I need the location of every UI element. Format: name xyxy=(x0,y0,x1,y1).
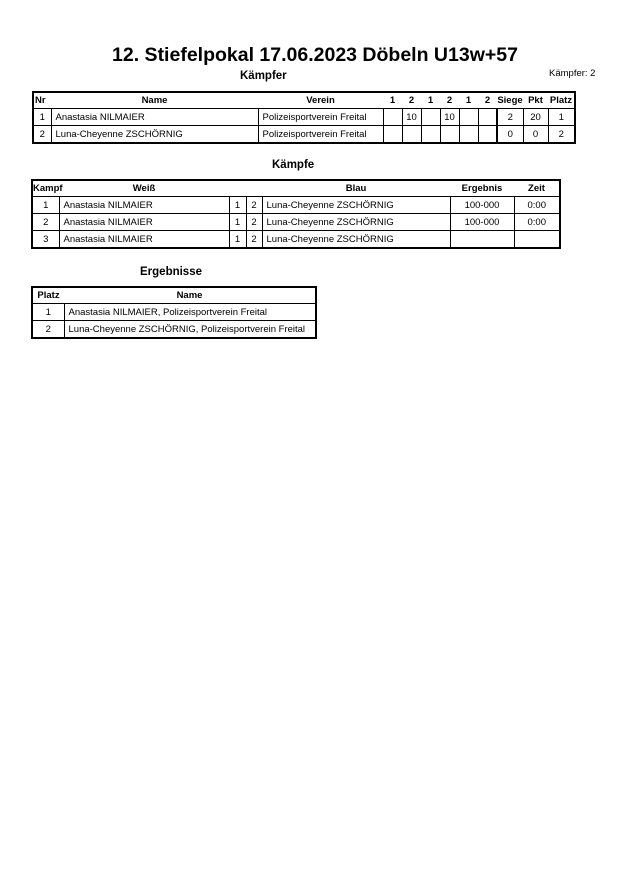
header-platz: Platz xyxy=(548,92,575,109)
score-cell xyxy=(440,126,459,144)
header-zeit: Zeit xyxy=(514,180,560,197)
fighter-nr: 2 xyxy=(33,126,51,144)
header-round-3: 1 xyxy=(421,92,440,109)
fight-time: 0:00 xyxy=(514,214,560,231)
score-cell xyxy=(383,126,402,144)
fighters-table xyxy=(32,91,576,144)
result-name: Luna-Cheyenne ZSCHÖRNIG, Polizeisportverein Freital xyxy=(64,321,316,339)
fighter-verein: Polizeisportverein Freital xyxy=(258,126,383,144)
header-pkt: Pkt xyxy=(523,92,548,109)
fight-white-nr: 1 xyxy=(229,214,246,231)
score-cell xyxy=(478,109,497,126)
header-blau: Blau xyxy=(262,180,450,197)
fight-white: Anastasia NILMAIER xyxy=(59,197,229,214)
score-cell xyxy=(459,109,478,126)
result-name: Anastasia NILMAIER, Polizeisportverein Freital xyxy=(64,304,316,321)
score-cell xyxy=(421,126,440,144)
fighter-count: Kämpfer: 2 xyxy=(549,68,596,79)
fight-blue: Luna-Cheyenne ZSCHÖRNIG xyxy=(262,231,450,249)
header-blank xyxy=(229,180,246,197)
fighters-section-title: Kämpfer xyxy=(240,70,287,82)
header-name: Name xyxy=(64,287,316,304)
table-row xyxy=(32,231,560,249)
fight-result xyxy=(450,231,514,249)
fighter-name: Luna-Cheyenne ZSCHÖRNIG xyxy=(51,126,258,144)
fight-number: 2 xyxy=(32,214,59,231)
header-blank xyxy=(246,180,262,197)
result-place: 2 xyxy=(32,321,64,339)
header-round-1: 1 xyxy=(383,92,402,109)
fighter-verein: Polizeisportverein Freital xyxy=(258,109,383,126)
fighter-pkt: 0 xyxy=(523,126,548,144)
score-cell: 10 xyxy=(440,109,459,126)
header-round-5: 1 xyxy=(459,92,478,109)
table-row xyxy=(32,304,316,321)
fight-blue: Luna-Cheyenne ZSCHÖRNIG xyxy=(262,197,450,214)
score-cell xyxy=(459,126,478,144)
fights-header-row xyxy=(32,180,560,197)
fighters-header-row xyxy=(33,92,575,109)
fight-number: 1 xyxy=(32,197,59,214)
fight-white: Anastasia NILMAIER xyxy=(59,231,229,249)
fighter-platz: 2 xyxy=(548,126,575,144)
results-header-row xyxy=(32,287,316,304)
fights-table xyxy=(31,179,561,249)
table-row xyxy=(32,321,316,339)
fighter-pkt: 20 xyxy=(523,109,548,126)
header-name: Name xyxy=(51,92,258,109)
fight-result: 100-000 xyxy=(450,197,514,214)
header-nr: Nr xyxy=(33,92,51,109)
table-row xyxy=(32,197,560,214)
fighter-nr: 1 xyxy=(33,109,51,126)
header-round-6: 2 xyxy=(478,92,497,109)
header-ergebnis: Ergebnis xyxy=(450,180,514,197)
fighter-siege: 0 xyxy=(497,126,523,144)
header-round-2: 2 xyxy=(402,92,421,109)
results-section-title: Ergebnisse xyxy=(140,266,202,278)
fight-blue: Luna-Cheyenne ZSCHÖRNIG xyxy=(262,214,450,231)
fight-white-nr: 1 xyxy=(229,197,246,214)
fight-white-nr: 1 xyxy=(229,231,246,249)
header-siege: Siege xyxy=(497,92,523,109)
header-kampf: Kampf xyxy=(32,180,59,197)
fighter-platz: 1 xyxy=(548,109,575,126)
fight-time: 0:00 xyxy=(514,197,560,214)
result-place: 1 xyxy=(32,304,64,321)
fight-blue-nr: 2 xyxy=(246,231,262,249)
fight-blue-nr: 2 xyxy=(246,214,262,231)
fighter-siege: 2 xyxy=(497,109,523,126)
fight-white: Anastasia NILMAIER xyxy=(59,214,229,231)
score-cell xyxy=(478,126,497,144)
header-platz: Platz xyxy=(32,287,64,304)
score-cell xyxy=(383,109,402,126)
fight-number: 3 xyxy=(32,231,59,249)
table-row xyxy=(32,214,560,231)
score-cell xyxy=(402,126,421,144)
fight-time xyxy=(514,231,560,249)
table-row xyxy=(33,126,575,144)
fight-blue-nr: 2 xyxy=(246,197,262,214)
score-cell: 10 xyxy=(402,109,421,126)
table-row xyxy=(33,109,575,126)
fight-result: 100-000 xyxy=(450,214,514,231)
header-verein: Verein xyxy=(258,92,383,109)
fighter-name: Anastasia NILMAIER xyxy=(51,109,258,126)
header-weiss: Weiß xyxy=(59,180,229,197)
page-title: 12. Stiefelpokal 17.06.2023 Döbeln U13w+57 xyxy=(112,44,518,66)
header-round-4: 2 xyxy=(440,92,459,109)
results-table xyxy=(31,286,317,339)
fights-section-title: Kämpfe xyxy=(272,159,315,171)
score-cell xyxy=(421,109,440,126)
